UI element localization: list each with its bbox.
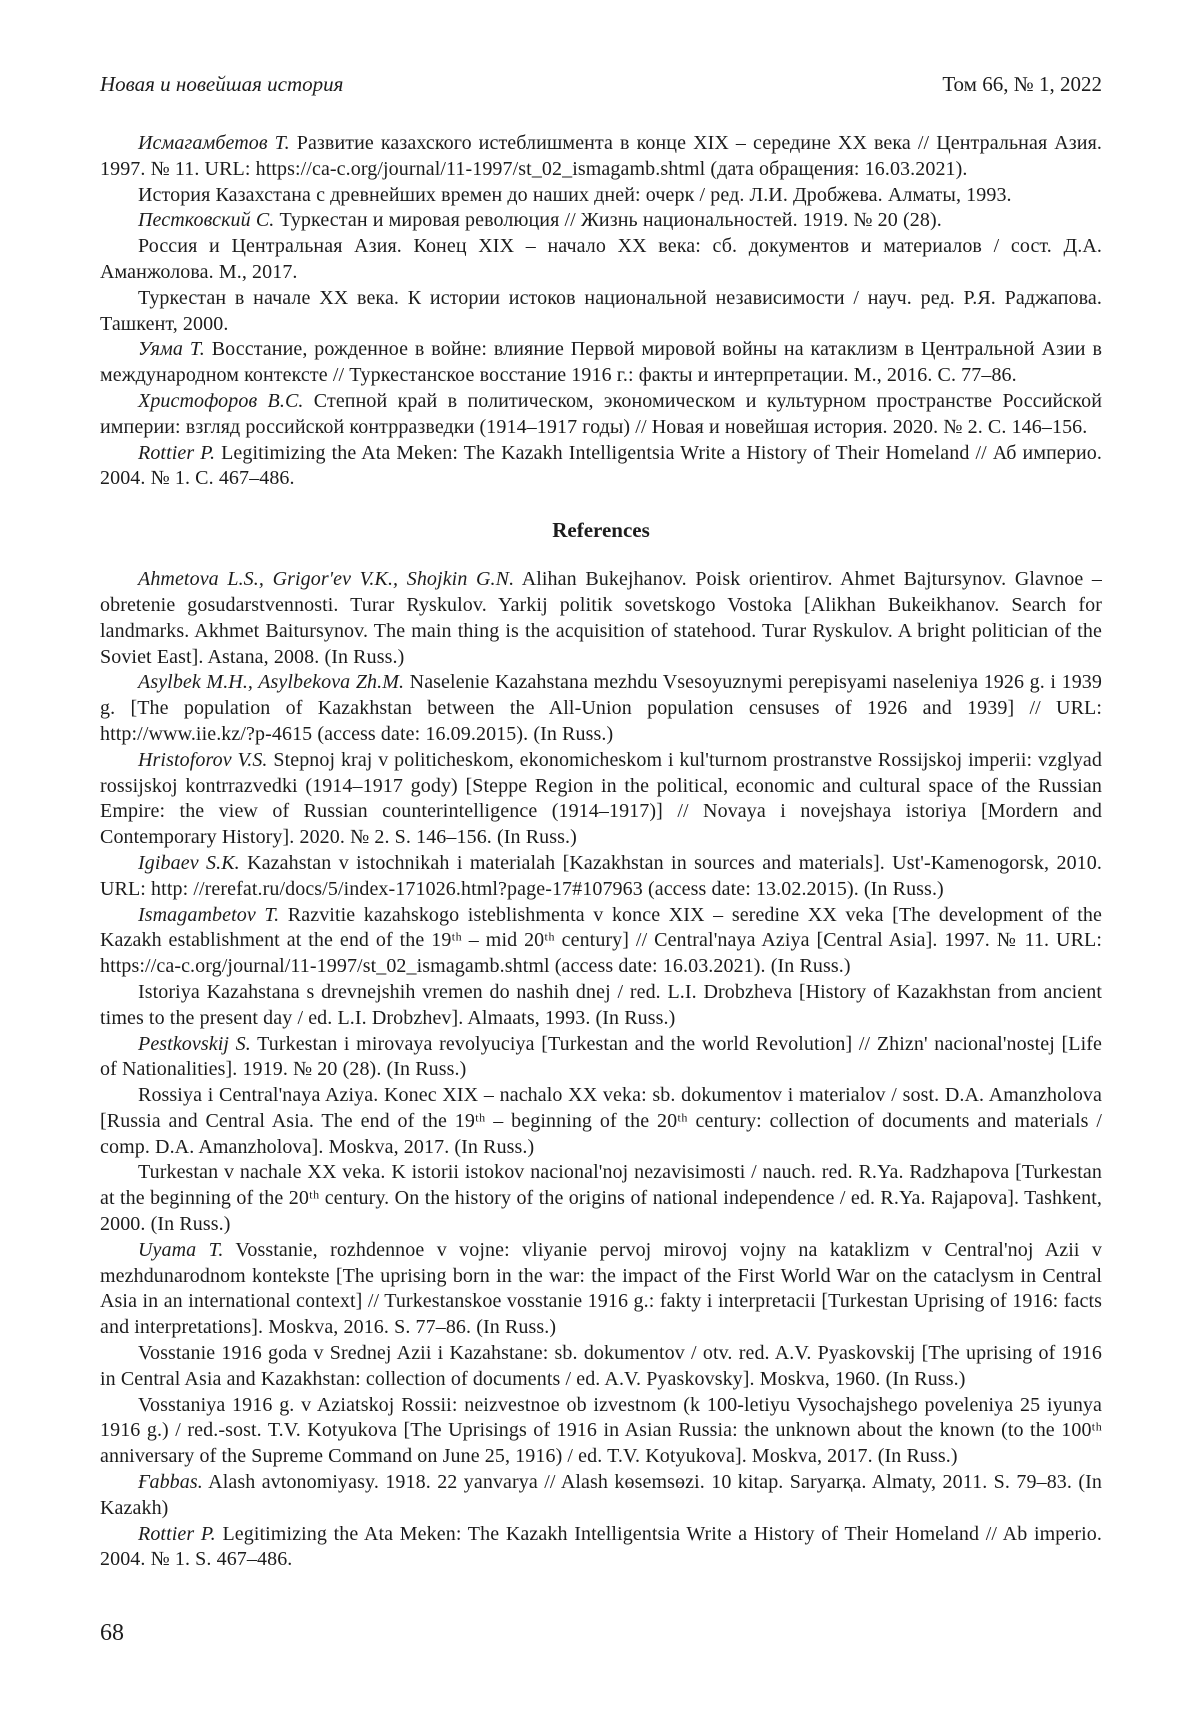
reference-entry xyxy=(100,903,1102,980)
page-number: 68 xyxy=(100,1620,124,1646)
entry-text: Turkestan v nachale XX veka. K istorii istokov nacional'noj nezavisimosti / nauch. red. R.Ya. Radzhapova [Turkestan at the beginning of the 20ᵗʰ century. On the history of the origins of national independence / ed. R.Ya. Rajapova]. Tashkent, 2000. (In Russ.) xyxy=(100,1161,1102,1236)
reference-entry xyxy=(100,208,1102,234)
reference-entry xyxy=(100,286,1102,338)
references-heading: References xyxy=(552,518,650,543)
entry-text: Alash avtonomiyasy. 1918. 22 yanvarya // Alash kөsemsөzi. 10 kitap. Saryarқa. Almaty, 2011. S. 79–83. (In Kazakh) xyxy=(100,1471,1102,1519)
reference-entry xyxy=(100,567,1102,670)
reference-entry xyxy=(100,980,1102,1032)
entry-text: Turkestan i mirovaya revolyuciya [Turkestan and the world Revolution] // Zhizn' nacional'nostej [Life of Nationalities]. 1919. № 20 (28). (In Russ.) xyxy=(100,1032,1102,1081)
entry-text: Razvitie kazahskogo isteblishmenta v konce XIX – seredine XX veka [The development of the Kazakh establishment at the end of the 19ᵗʰ – mid 20ᵗʰ century] // Central'naya Aziya [Central Asia]. 1997. № 11. URL: https://ca-c.org/journal/11-1997/st_02_ismagamb.shtml (access date: 16.03.2021). (In Russ.) xyxy=(100,903,1103,978)
entry-text: Развитие казахского истеблишмента в конце XIX – середине XX века // Центральная Азия. 1997. № 11. URL: https://ca-c.org/journal/11-1997/st_02_ismagamb.shtml (дата обращения: 16.03.2021). xyxy=(100,132,1102,180)
entry-author: Rottier P. xyxy=(138,1522,216,1545)
reference-entry xyxy=(100,337,1102,389)
reference-entry xyxy=(100,1238,1102,1341)
page-content xyxy=(100,72,1102,1573)
entry-author: Христофоров В.С. xyxy=(138,389,304,412)
reference-entry xyxy=(100,131,1102,183)
reference-entry xyxy=(100,1160,1102,1237)
entry-text: Legitimizing the Ata Meken: The Kazakh Intelligentsia Write a History of Their Homeland // Ab imperio. 2004. № 1. S. 467–486. xyxy=(100,1522,1102,1571)
reference-entry xyxy=(100,183,1102,209)
entry-text: Россия и Центральная Азия. Конец XIX – начало XX века: сб. документов и материалов / сост. Д.А. Аманжолова. М., 2017. xyxy=(100,235,1102,283)
bibliography-section xyxy=(100,131,1102,1573)
entry-author: Пестковский С. xyxy=(138,209,275,232)
entry-text: Kazahstan v istochnikah i materialah [Kazakhstan in sources and materials]. Ust'-Kamenogorsk, 2010. URL: http: //rerefat.ru/docs/5/index-171026.html?page-17#107963 (access date: 13.02.2015). (In Russ.) xyxy=(100,851,1102,900)
entry-author: Уяма Т. xyxy=(138,338,205,361)
reference-entry xyxy=(100,851,1102,903)
issue-info: Том 66, № 1, 2022 xyxy=(942,72,1102,96)
entry-author: Pestkovskij S. xyxy=(138,1032,251,1055)
entry-text: Naselenie Kazahstana mezhdu Vsesoyuznymi perepisyami naseleniya 1926 g. i 1939 g. [The population of Kazakhstan between the All-Union population censuses of 1926 and 1939] // URL: http://www.iie.kz/?p-4615 (access date: 16.09.2015). (In Russ.) xyxy=(100,671,1102,745)
reference-entry xyxy=(100,1470,1102,1522)
reference-entry xyxy=(100,1083,1102,1160)
entry-text: Istoriya Kazahstana s drevnejshih vremen do nashih dnej / red. L.I. Drobzheva [History of Kazakhstan from ancient times to the present day / ed. L.I. Drobzhev]. Almaats, 1993. (In Russ.) xyxy=(100,980,1102,1029)
reference-entry xyxy=(100,670,1102,747)
reference-entry xyxy=(100,1393,1102,1470)
reference-entry xyxy=(100,1032,1102,1084)
entry-author: Ismagambetov T. xyxy=(138,903,280,926)
entry-text: Stepnoj kraj v politicheskom, ekonomicheskom i kul'turnom prostranstve Rossijskoj imperii: vzglyad rossijskoj kontrrazvedki (1914–1917 gody) [Steppe Region in the political, economic and cultural space of the Russian Empire: the view of Russian counterintelligence (1914–1917)] // Novaya i novejshaya istoriya [Mordern and Contemporary History]. 2020. № 2. S. 146–156. (In Russ.) xyxy=(100,748,1102,849)
entry-text: Туркестан в начале XX века. К истории истоков национальной независимости / науч. ред. Р.Я. Раджапова. Ташкент, 2000. xyxy=(100,286,1102,335)
entry-text: История Казахстана с древнейших времен до наших дней: очерк / ред. Л.И. Дробжева. Алматы, 1993. xyxy=(138,183,1012,206)
reference-entry xyxy=(100,1522,1102,1574)
reference-entry xyxy=(100,1341,1102,1393)
reference-entry xyxy=(100,234,1102,286)
entry-author: Ahmetova L.S., Grigor'ev V.K., Shojkin G.N. xyxy=(138,568,515,591)
reference-entry xyxy=(100,389,1102,441)
entry-text: Alihan Bukejhanov. Poisk orientirov. Ahmet Bajtursynov. Glavnoe – obretenie gosudarstvennosti. Turar Ryskulov. Yarkij politik sovetskogo Vostoka [Alikhan Bukeikhanov. Search for landmarks. Akhmet Baitursynov. The main thing is the acquisition of statehood. Turar Ryskulov. A bright politician of the Soviet East]. Astana, 2008. (In Russ.) xyxy=(100,568,1102,668)
entry-author: Rottier P. xyxy=(138,441,216,464)
entry-author: Hristoforov V.S. xyxy=(138,748,268,771)
entry-text: Vosstanie 1916 goda v Srednej Azii i Kazahstane: sb. dokumentov / otv. red. A.V. Pyaskovskij [The uprising of 1916 in Central Asia and Kazakhstan: collection of documents / ed. A.V. Pyaskovsky]. Moskva, 1960. (In Russ.) xyxy=(100,1342,1102,1390)
entry-text: Vosstanie, rozhdennoe v vojne: vliyanie pervoj mirovoj vojny na kataklizm v Central'noj Azii v mezhdunarodnom kontekste [The uprising born in the war: the impact of the First World War on the cataclysm in Central Asia in an international context] // Turkestanskoe vosstanie 1916 g.: fakty i interpretacii [Turkestan Uprising of 1916: facts and interpretations]. Moskva, 2016. S. 77–86. (In Russ.) xyxy=(100,1238,1103,1339)
entry-author: Исмагамбетов Т. xyxy=(138,132,290,154)
entry-text: Степной край в политическом, экономическом и культурном пространстве Российской империи: взгляд российской контрразведки (1914–1917 годы) // Новая и новейшая история. 2020. № 2. С. 146–156. xyxy=(100,389,1103,438)
running-head xyxy=(100,72,1102,97)
entry-author: Ғabbas. xyxy=(138,1471,203,1494)
reference-entry xyxy=(100,441,1102,493)
entry-text: Восстание, рожденное в войне: влияние Первой мировой войны на катаклизм в Центральной Азии в международном контексте // Туркестанское восстание 1916 г.: факты и интерпретации. М., 2016. С. 77–86. xyxy=(100,338,1102,387)
entry-author: Asylbek M.H., Asylbekova Zh.M. xyxy=(138,671,405,694)
entry-text: Vosstaniya 1916 g. v Aziatskoj Rossii: neizvestnoe ob izvestnom (k 100-letiyu Vysochajshego poveleniya 25 iyunya 1916 g.) / red.-sost. T.V. Kotyukova [The Uprisings of 1916 in Asian Russia: the unknown about the known (to the 100ᵗʰ anniversary of the Supreme Command on June 25, 1916) / ed. T.V. Kotyukova]. Moskva, 2017. (In Russ.) xyxy=(100,1393,1102,1468)
entry-text: Rossiya i Central'naya Aziya. Konec XIX – nachalo XX veka: sb. dokumentov i materialov / sost. D.A. Amanzholova [Russia and Central Asia. The end of the 19ᵗʰ – beginning of the 20ᵗʰ century: collection of documents and materials / comp. D.A. Amanzholova]. Moskva, 2017. (In Russ.) xyxy=(100,1084,1102,1158)
journal-title: Новая и новейшая история xyxy=(100,72,344,96)
entry-author: Igibaev S.K. xyxy=(138,851,240,874)
entry-text: Туркестан и мировая революция // Жизнь национальностей. 1919. № 20 (28). xyxy=(274,209,942,232)
entry-author: Uyama T. xyxy=(138,1238,224,1261)
entry-text: Legitimizing the Ata Meken: The Kazakh Intelligentsia Write a History of Their Homeland // Аб империо. 2004. № 1. С. 467–486. xyxy=(100,441,1102,490)
reference-entry xyxy=(100,748,1102,851)
